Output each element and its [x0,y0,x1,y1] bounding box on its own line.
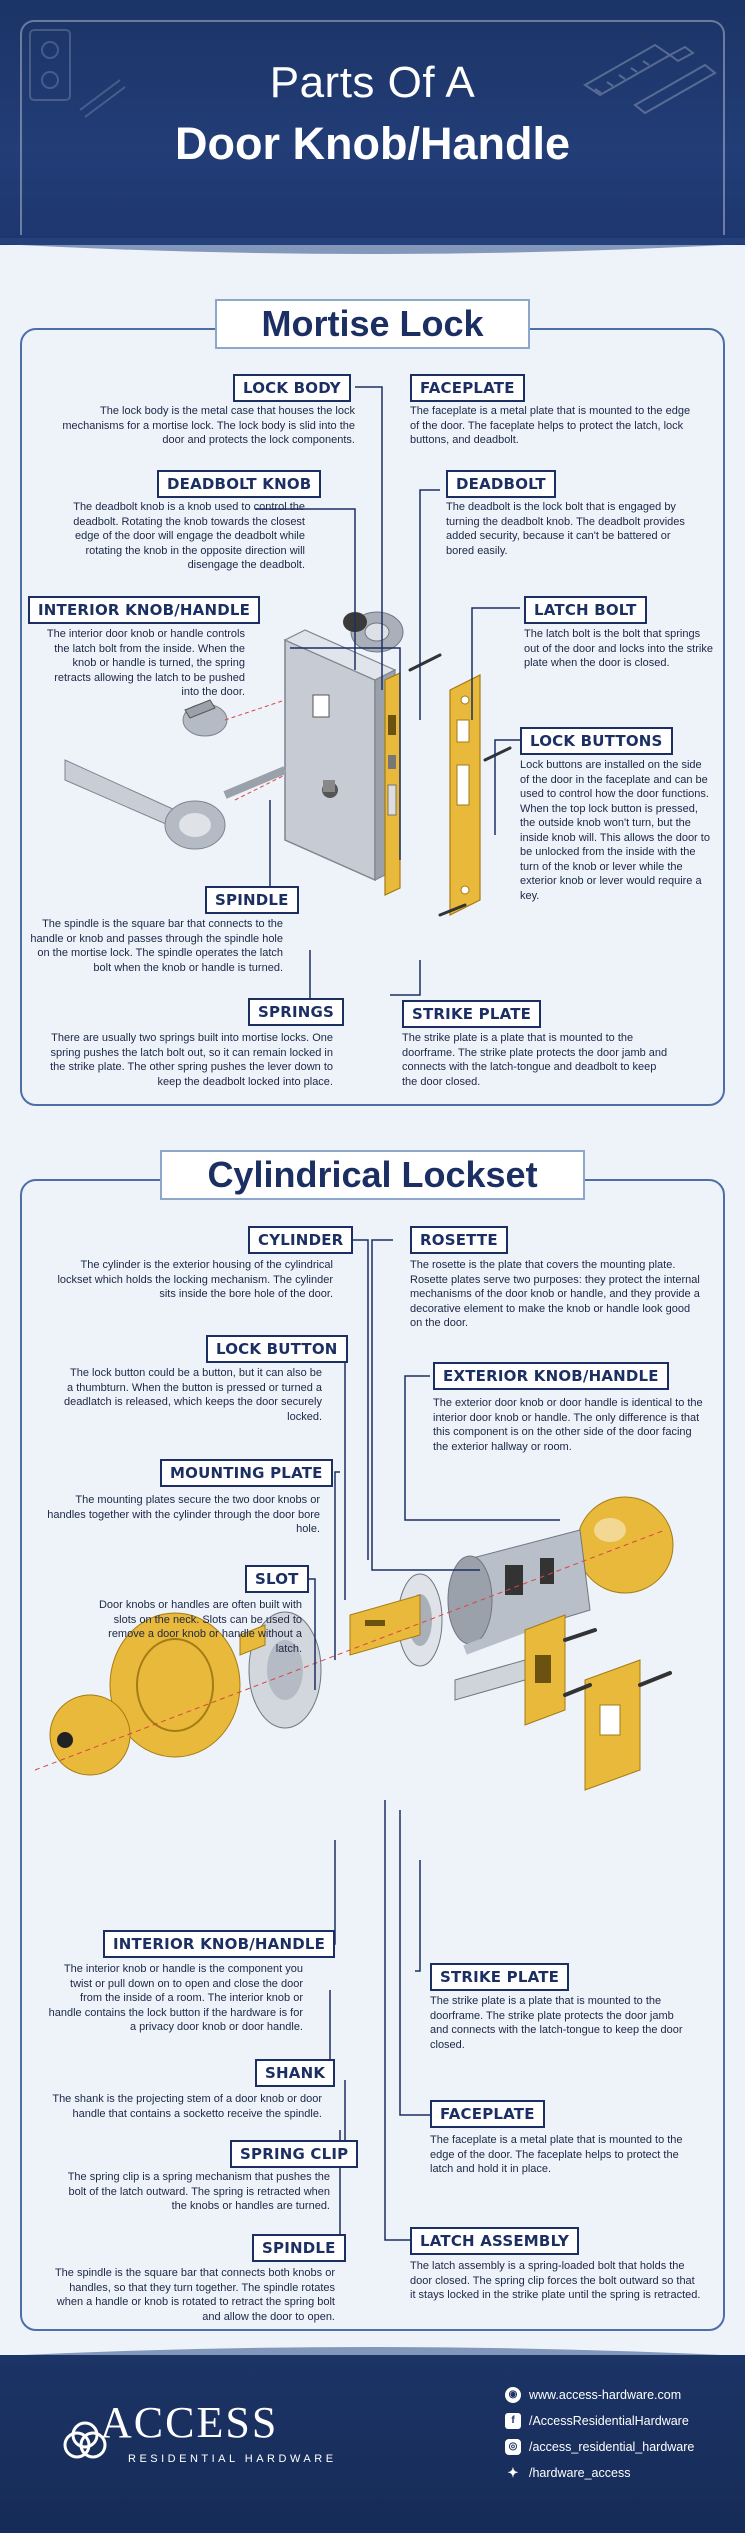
facebook-icon: f [505,2413,521,2429]
header-banner [0,0,745,245]
cyl-label-interior-knob: INTERIOR KNOB/HANDLE [103,1930,335,1958]
mortise-section-title: Mortise Lock [215,299,530,349]
mortise-desc-faceplate: The faceplate is a metal plate that is mounted to the edge of the door. The faceplate helps to protect the latch, lock buttons, and deadbolt. [410,405,691,446]
facebook-link[interactable]: f /AccessResidentialHardware [505,2413,689,2429]
mortise-label-interior-knob: INTERIOR KNOB/HANDLE [28,596,260,624]
mortise-desc-lock-body: The lock body is the metal case that houses the lock mechanisms for a mortise lock. The lock body is slid into the door and protects the lock components. [62,405,355,446]
cyl-label-latch-assembly: LATCH ASSEMBLY [410,2227,579,2255]
cyl-label-spindle: SPINDLE [252,2234,346,2262]
twitter-link[interactable]: ✦ /hardware_access [505,2465,630,2481]
twitter-icon: ✦ [507,2465,519,2480]
cyl-desc-spindle: The spindle is the square bar that connects both knobs or handles, so that they turn together. The spindle rotates when a handle or knob is rotated to retract the spring bolt and allow the door to open. [54,2267,335,2323]
cyl-label-cylinder: CYLINDER [248,1226,353,1254]
website-link[interactable]: ◉ www.access-hardware.com [505,2387,681,2403]
cyl-desc-slot: Door knobs or handles are often built with slots on the neck. Slots can be used to remove a door knob or handle without a latch. [98,1599,302,1655]
cyl-label-lock-button: LOCK BUTTON [206,1335,348,1363]
cyl-desc-faceplate: The faceplate is a metal plate that is mounted to the edge of the door. The faceplate helps to protect the latch and hold it in place. [430,2134,683,2175]
cyl-label-slot: SLOT [245,1565,309,1593]
mortise-desc-deadbolt-knob: The deadbolt knob is a knob used to control the deadbolt. Rotating the knob towards the closest edge of the door will engage the deadbolt while rotating the knob in the opposite direction will disengage the deadbolt. [73,501,305,571]
mortise-desc-strike-plate: The strike plate is a plate that is mounted to the doorframe. The strike plate protects the door jamb and connects with the latch-tongue and deadbolt to keep the door closed. [402,1032,668,1088]
footer [0,2355,745,2533]
cyl-desc-strike-plate: The strike plate is a plate that is mounted to the doorframe. The strike plate protects the door jamb and connects with the latch-tongue to keep the door closed. [430,1995,683,2051]
page-title-line2: Door Knob/Handle [175,118,570,169]
mortise-desc-latch-bolt: The latch bolt is the bolt that springs out of the door and locks into the strike plate when the door is closed. [524,628,713,669]
cyl-desc-lock-button: The lock button could be a button, but it can also be a thumbturn. When the button is pressed or turned a deadlatch is released, which keeps the door securely locked. [63,1367,322,1423]
brand-tagline: RESIDENTIAL HARDWARE [128,2453,337,2465]
mortise-label-lock-body: LOCK BODY [233,374,351,402]
cyl-label-rosette: ROSETTE [410,1226,508,1254]
globe-icon: ◉ [505,2387,521,2403]
brand-name: ACCESS [100,2398,279,2447]
mortise-desc-interior-knob: The interior door knob or handle controls the latch bolt from the inside. When the knob or handle is turned, the spring retracts allowing the latch to be pushed into the door. [46,628,245,698]
header-wave [0,238,745,268]
cylindrical-section-title: Cylindrical Lockset [160,1150,585,1200]
cyl-desc-rosette: The rosette is the plate that covers the mounting plate. Rosette plates serve two purposes: they protect the internal mechanisms of the door knob or handle, and they provide a decorative element to make the knob or handle look good on the door. [410,1259,700,1329]
mortise-desc-deadbolt: The deadbolt is the lock bolt that is engaged by turning the deadbolt knob. The deadbolt provides added security, because it can't be battered or bored easily. [446,501,685,557]
cyl-label-exterior-knob: EXTERIOR KNOB/HANDLE [433,1362,669,1390]
mortise-desc-spindle: The spindle is the square bar that connects to the handle or knob and passes through the spindle hole on the mortise lock. The spindle operates the latch bolt when the knob or handle is turned. [30,918,283,974]
mortise-label-strike-plate: STRIKE PLATE [402,1000,541,1028]
mortise-desc-lock-buttons: Lock buttons are installed on the side of the door in the faceplate and can be used to control how the door functions. When the top lock button is pressed, the outside knob won't turn, but the inside knob will. This allows the door to be unlocked from the inside with the turn of the knob or lever while the exterior knob or lever would require a key. [520,759,710,902]
cyl-desc-mounting-plate: The mounting plates secure the two door knobs or handles together with the cylinder through the door bore hole. [47,1494,320,1535]
page-title-line1: Parts Of A [269,58,476,107]
instagram-icon: ◎ [505,2439,521,2455]
cyl-desc-spring-clip: The spring clip is a spring mechanism that pushes the bolt of the latch outward. The spring is retracted when the knobs or handles are turned. [67,2171,330,2212]
cyl-label-mounting-plate: MOUNTING PLATE [160,1459,333,1487]
cyl-desc-cylinder: The cylinder is the exterior housing of the cylindrical lockset which holds the locking mechanism. The cylinder sits inside the bore hole of the door. [57,1259,333,1300]
cyl-label-spring-clip: SPRING CLIP [230,2140,358,2168]
mortise-label-lock-buttons: LOCK BUTTONS [520,727,673,755]
cyl-desc-interior-knob: The interior knob or handle is the component you twist or pull down on to open and close the door from the inside of a room. The interior knob or handle contains the lock button if the hardware is for a privacy door knob or door handle. [48,1963,303,2033]
cyl-label-faceplate: FACEPLATE [430,2100,545,2128]
mortise-label-springs: SPRINGS [248,998,344,1026]
mortise-desc-springs: There are usually two springs built into mortise locks. One spring pushes the latch bolt out, so it can remain locked in the strike plate. The other spring pushes the lever down to keep the deadbolt locked into place. [50,1032,333,1088]
cyl-desc-shank: The shank is the projecting stem of a door knob or door handle that contains a socketto receive the spindle. [52,2093,322,2120]
cyl-desc-exterior-knob: The exterior door knob or door handle is identical to the interior door knob or handle. The only difference is that this component is on the other side of the door facing the exterior hallway or room. [433,1397,703,1453]
cyl-label-strike-plate: STRIKE PLATE [430,1963,569,1991]
cylindrical-lockset-illustration [25,1470,705,1930]
cyl-label-shank: SHANK [255,2059,335,2087]
instagram-link[interactable]: ◎ /access_residential_hardware [505,2439,694,2455]
mortise-label-latch-bolt: LATCH BOLT [524,596,647,624]
cyl-desc-latch-assembly: The latch assembly is a spring-loaded bolt that holds the door closed. The spring clip forces the bolt outward so that it stays locked in the strike plate until the spring is retracted. [410,2260,701,2301]
mortise-label-deadbolt-knob: DEADBOLT KNOB [157,470,321,498]
mortise-label-spindle: SPINDLE [205,886,299,914]
mortise-label-faceplate: FACEPLATE [410,374,525,402]
mortise-label-deadbolt: DEADBOLT [446,470,556,498]
